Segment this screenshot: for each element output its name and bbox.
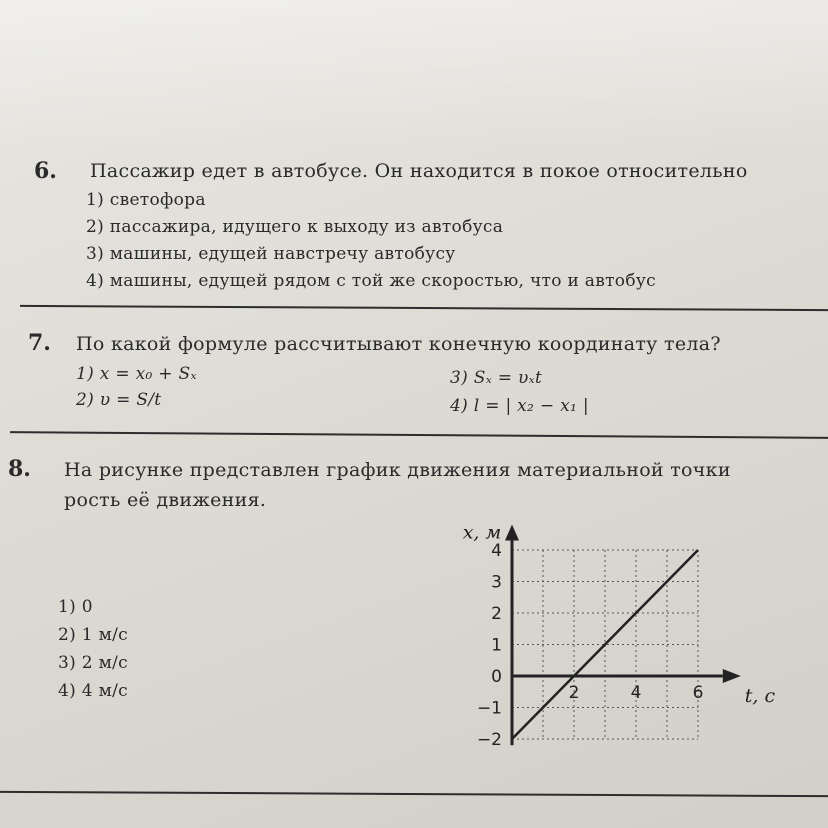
question-6-option-3: 3) машины, едущей навстречу автобусу: [86, 244, 456, 264]
question-7-number: 7.: [28, 330, 51, 356]
x-tick-label: 4: [630, 683, 642, 703]
y-tick-label: 1: [491, 635, 502, 656]
x-axis-arrow: [723, 669, 741, 683]
question-6-option-4: 4) машины, едущей рядом с той же скоростью, что и автобус: [86, 271, 656, 291]
question-6-option-2: 2) пассажира, идущего к выходу из автобуса: [86, 217, 504, 237]
x-tick-label: 2: [568, 683, 580, 703]
question-7-option-2: 2) υ = S/t: [76, 390, 162, 410]
x-tick-label: 6: [692, 683, 704, 703]
y-tick-label: −2: [476, 730, 502, 750]
y-tick-label: −1: [476, 698, 502, 719]
question-8-option-3: 3) 2 м/с: [58, 653, 128, 673]
y-tick-label: 0: [491, 667, 502, 687]
question-8-option-1: 1) 0: [58, 597, 93, 617]
question-6-option-1: 1) светофора: [86, 190, 206, 210]
question-7-option-4: 4) l = | x₂ − x₁ |: [450, 396, 589, 416]
x-axis-label: t, с: [744, 685, 776, 707]
motion-graph-svg: [440, 520, 780, 780]
question-8-option-4: 4) 4 м/с: [58, 681, 128, 701]
y-tick-label: 4: [491, 541, 502, 561]
question-8-option-2: 2) 1 м/с: [58, 625, 128, 645]
y-axis-label: x, м: [462, 521, 502, 544]
y-axis-arrow: [505, 525, 519, 541]
question-8-text-line1: На рисунке представлен график движения материальной точки: [64, 459, 731, 481]
question-6-text: Пассажир едет в автобусе. Он находится в покое относительно: [90, 160, 748, 182]
motion-graph: [440, 520, 780, 780]
question-7-text: По какой формуле рассчитывают конечную координату тела?: [76, 333, 721, 355]
question-6-number: 6.: [34, 158, 57, 184]
divider-7-8: [10, 431, 828, 439]
paper-shading: [0, 0, 828, 150]
y-tick-label: 2: [491, 604, 502, 624]
divider-6-7: [20, 305, 828, 311]
question-7-option-1: 1) x = x₀ + Sₓ: [76, 364, 197, 384]
y-tick-label: 3: [491, 572, 502, 593]
divider-bottom: [0, 791, 828, 797]
question-8-text-line2: рость её движения.: [64, 489, 267, 511]
question-7-option-3: 3) Sₓ = υₓt: [450, 368, 543, 388]
question-8-number: 8.: [8, 456, 31, 482]
